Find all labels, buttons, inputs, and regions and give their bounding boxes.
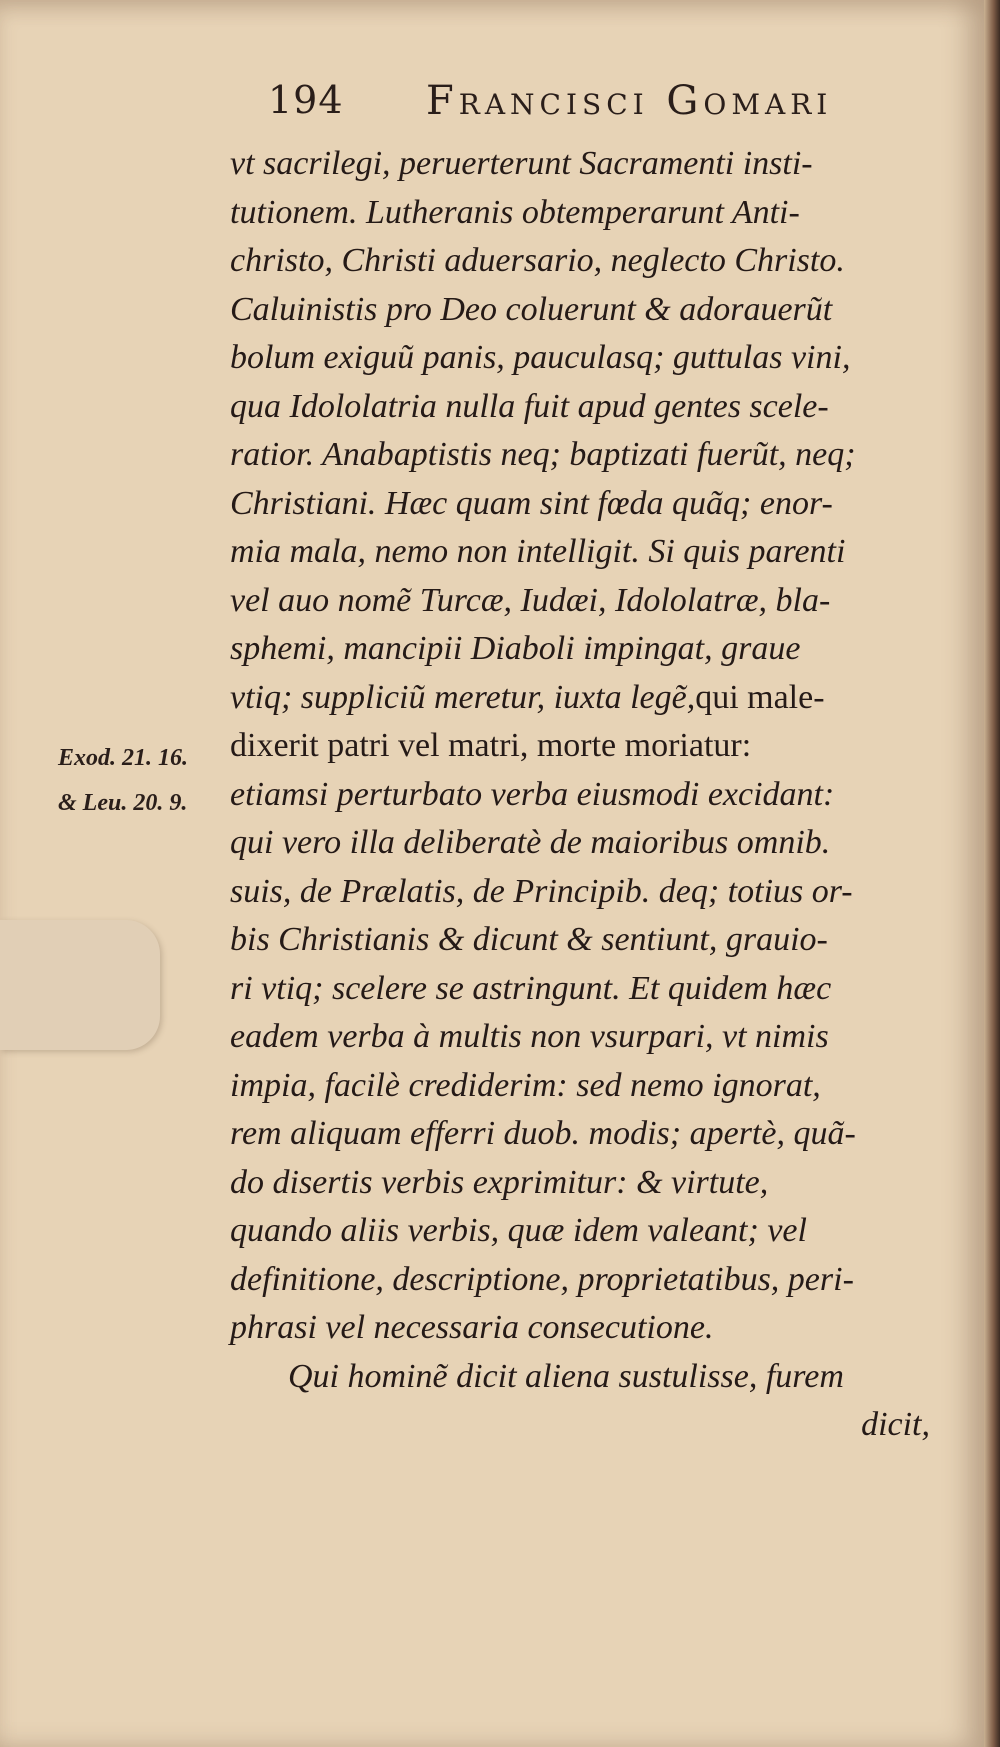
text-line: definitione, descriptione, proprietatibus, peri- xyxy=(230,1260,854,1298)
text-line-indented: Qui hominẽ dicit aliena sustulisse, furem xyxy=(288,1357,844,1395)
page-header xyxy=(268,78,908,134)
running-title: Francisci Gomari xyxy=(426,78,833,124)
text-line: ri vtiq; scelere se astringunt. Et quidem hæc xyxy=(230,969,832,1007)
text-line: impia, facilè crediderim: sed nemo ignorat, xyxy=(230,1066,821,1104)
text-line: ratior. Anabaptistis neq; baptizati fuerũt, neq; xyxy=(230,436,856,473)
text-line: bis Christianis & dicunt & sentiunt, grauio- xyxy=(230,921,828,958)
text-line-mixed xyxy=(230,674,970,723)
text-line: phrasi vel necessaria consecutione. xyxy=(230,1309,714,1346)
margin-note-exodus: Exod. 21. 16. xyxy=(58,745,189,771)
text-line: qui vero illa deliberatè de maioribus omnib. xyxy=(230,824,831,861)
text-line-italic-part: vtiq; suppliciũ meretur, iuxta legẽ, xyxy=(230,678,696,716)
text-line: rem aliquam efferri duob. modis; apertè, quã- xyxy=(230,1115,856,1152)
text-line: qua Idololatria nulla fuit apud gentes scele- xyxy=(230,387,829,425)
text-line: tutionem. Lutheranis obtemperarunt Anti- xyxy=(230,193,800,231)
text-line: do disertis verbis exprimitur: & virtute, xyxy=(230,1163,769,1201)
book-page-edge xyxy=(984,0,1000,1747)
text-line: quando aliis verbis, quæ idem valeant; vel xyxy=(230,1212,807,1249)
text-line-roman-part: qui male- xyxy=(695,678,825,716)
text-line: bolum exiguũ panis, pauculasq; guttulas vini, xyxy=(230,339,851,376)
margin-note-leviticus: & Leu. 20. 9. xyxy=(58,790,188,816)
text-line: vt sacrilegi, peruerterunt Sacramenti insti- xyxy=(230,145,813,182)
catchword: dicit, xyxy=(861,1406,930,1443)
text-line-roman: dixerit patri vel matri, morte moriatur: xyxy=(230,727,752,764)
text-line: eadem verba à multis non vsurpari, vt nimis xyxy=(230,1018,829,1055)
text-line: Christiani. Hæc quam sint fœda quãq; enor- xyxy=(230,484,833,522)
text-line: etiamsi perturbato verba eiusmodi excidant: xyxy=(230,775,835,813)
text-line: mia mala, nemo non intelligit. Si quis parenti xyxy=(230,533,846,570)
page-number: 194 xyxy=(268,78,344,122)
text-line: christo, Christi aduersario, neglecto Christo. xyxy=(230,242,845,279)
body-text xyxy=(230,140,970,1450)
text-line: sphemi, mancipii Diaboli impingat, graue xyxy=(230,630,801,667)
text-line: vel auo nomẽ Turcæ, Iudæi, Idololatræ, bla- xyxy=(230,581,831,619)
text-line: Caluinistis pro Deo coluerunt & adorauerũt xyxy=(230,290,833,328)
page-tab-shadow xyxy=(0,920,160,1050)
text-line: suis, de Prælatis, de Principib. deq; totius or- xyxy=(230,872,853,910)
